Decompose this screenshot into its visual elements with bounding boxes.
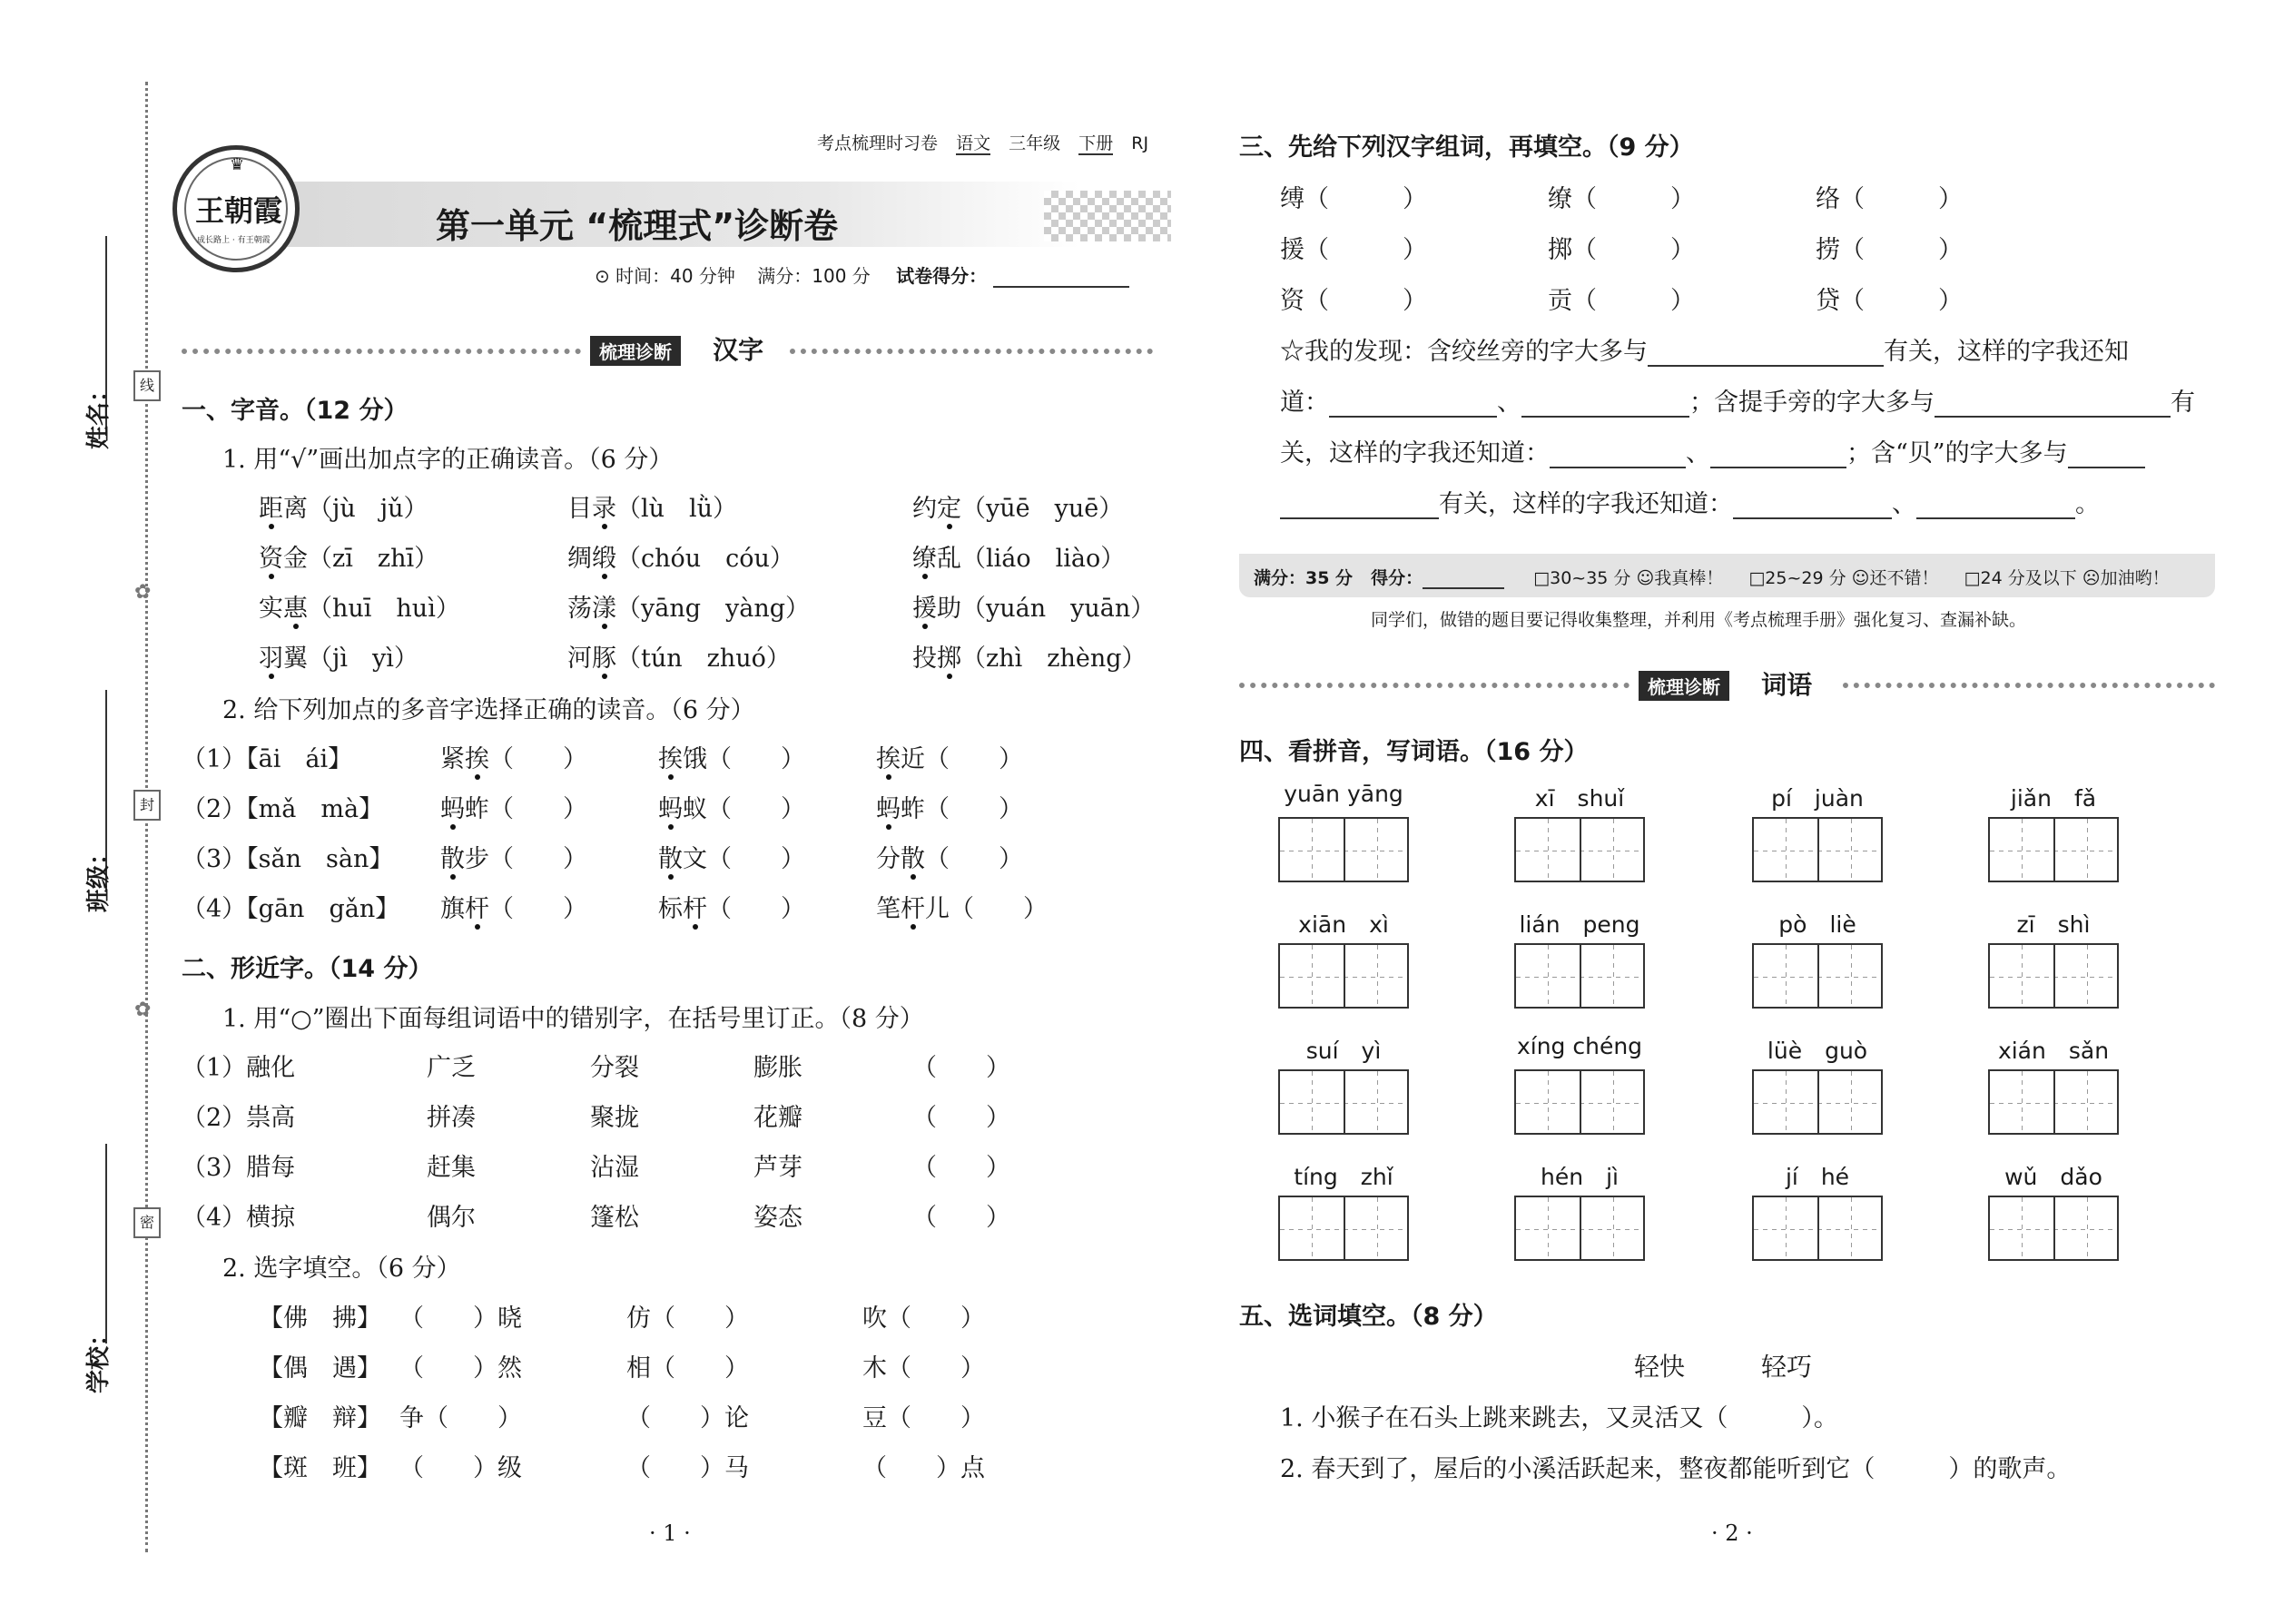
typo-word: 赶集	[427, 1154, 476, 1182]
pinyin-label: xiān xì	[1298, 911, 1389, 938]
q3-blank[interactable]	[1916, 517, 2075, 519]
item-dotted-char: 缎	[592, 538, 616, 574]
section-tag: 梳理诊断	[590, 336, 681, 366]
page-number-1: · 1 ·	[649, 1521, 691, 1546]
item-dotted-char: 资	[259, 538, 283, 574]
score-bar-content	[1254, 565, 2170, 589]
item-dotted-char: 录	[592, 488, 616, 524]
item-prefix: 河	[567, 645, 592, 673]
section-title: 汉字	[713, 335, 764, 365]
tianzige-box[interactable]	[1988, 943, 2119, 1009]
q3-text: 有关，这样的字我还知道：	[1439, 490, 1733, 518]
fill-blank[interactable]: （ ）晓	[399, 1304, 522, 1333]
series-name: 考点梳理时习卷	[817, 133, 939, 153]
item-suffix: 饿（ ）	[683, 745, 805, 773]
fill-blank[interactable]: （ ）然	[399, 1354, 522, 1383]
item-dotted-char: 缭	[912, 538, 937, 574]
q3-text: ；含提手旁的字大多与	[1689, 389, 1935, 417]
tianzige-box[interactable]	[1514, 1069, 1645, 1135]
item-prefix: 荡	[567, 595, 592, 623]
q3-blank[interactable]	[2068, 467, 2145, 468]
typo-word: 篷松	[590, 1204, 639, 1232]
reading-item	[567, 588, 810, 624]
word-blank[interactable]: 缭（ ）	[1548, 185, 1695, 213]
word-blank[interactable]: 资（ ）	[1280, 287, 1427, 315]
item-suffix: （yūē yuē）	[961, 495, 1124, 523]
volume: 下册	[1078, 133, 1114, 153]
scorebar-opt3-text: 加油哟！	[2100, 568, 2170, 588]
tianzige-box[interactable]	[1278, 1196, 1409, 1261]
item-prefix: 实	[259, 595, 283, 623]
score-bar	[1239, 554, 2215, 597]
item-dotted-char: 定	[937, 488, 961, 524]
reading-item	[259, 488, 428, 524]
pinyin-label: lüè guò	[1767, 1038, 1868, 1064]
typo-word: 拼凑	[427, 1104, 476, 1132]
typo-word: 沾湿	[590, 1154, 639, 1182]
fill-blank[interactable]: 豆（ ）	[862, 1404, 985, 1432]
q5-title: 五、选词填空。（8 分）	[1239, 1303, 1498, 1331]
word-blank[interactable]: 贡（ ）	[1548, 287, 1695, 315]
polyphone-label: （4）【gān gǎn】	[182, 895, 400, 923]
item-prefix: 投	[912, 645, 937, 673]
correction-blank[interactable]: （ ）	[912, 1104, 1010, 1132]
grade: 三年级	[1009, 133, 1061, 153]
reading-item	[912, 638, 1147, 674]
pinyin-label: xíng chéng	[1516, 1033, 1643, 1059]
tianzige-box[interactable]	[1514, 943, 1645, 1009]
neutral-face-icon: ☺	[1851, 568, 1870, 588]
tianzige-box[interactable]	[1988, 1069, 2119, 1135]
item-prefix: 分	[876, 845, 901, 873]
polyphone-item	[876, 839, 1023, 874]
seal-char-xian: 线	[133, 370, 161, 401]
scorebar-got: 得分：	[1371, 568, 1423, 588]
item-dotted-char: 挨	[465, 739, 489, 774]
item-suffix: （huī huì）	[308, 595, 460, 623]
correction-blank[interactable]: （ ）	[912, 1204, 1010, 1232]
q3-text: 关，这样的字我还知道：	[1280, 439, 1550, 468]
correction-blank[interactable]: （ ）	[912, 1154, 1010, 1182]
item-dotted-char: 散	[440, 839, 465, 874]
item-dotted-char: 掷	[937, 638, 961, 674]
pinyin-label: hén jì	[1541, 1164, 1619, 1190]
tianzige-box[interactable]	[1752, 1196, 1883, 1261]
fill-blank[interactable]: （ ）论	[626, 1404, 749, 1432]
typo-word: 广乏	[427, 1054, 476, 1082]
item-prefix: 紧	[440, 745, 465, 773]
pinyin-label: wǔ dǎo	[2004, 1164, 2102, 1190]
section-ciyu	[1639, 665, 1812, 702]
item-suffix: 乱（liáo liào）	[937, 545, 1126, 573]
q3-blank[interactable]	[1648, 365, 1884, 367]
fill-blank[interactable]: （ ）马	[626, 1454, 749, 1482]
q3-blank[interactable]	[1710, 467, 1846, 468]
q3-text: 、	[1497, 389, 1521, 417]
fill-blank[interactable]: 吹（ ）	[862, 1304, 985, 1333]
item-dotted-char: 蚂	[440, 789, 465, 824]
pinyin-label: pò liè	[1778, 911, 1856, 938]
item-suffix: （ ）	[707, 895, 805, 923]
logo-badge	[172, 145, 300, 272]
item-suffix: 助（yuán yuān）	[937, 595, 1156, 623]
typo-word: （4）横掠	[182, 1204, 296, 1232]
time-limit: ⊙ 时间：40 分钟	[595, 265, 735, 287]
item-suffix: （yāng yàng）	[616, 595, 811, 623]
subject: 语文	[956, 133, 991, 153]
pinyin-label: yuān yāng	[1284, 781, 1403, 807]
section-rule	[790, 349, 1153, 354]
fill-blank[interactable]: （ ）级	[399, 1454, 522, 1482]
item-dotted-char: 蚂	[658, 789, 683, 824]
page-title: 第一单元 “梳理式”诊断卷	[436, 206, 839, 246]
item-prefix: 旗	[440, 895, 465, 923]
item-suffix: （lù lǜ）	[616, 495, 738, 523]
q3-text: 有	[2171, 389, 2195, 417]
q1-title: 一、字音。（12 分）	[182, 397, 409, 425]
seal-ornament-icon: ✿	[134, 999, 152, 1021]
reading-item	[259, 588, 460, 624]
fill-blank[interactable]: 木（ ）	[862, 1354, 985, 1383]
section-title: 词语	[1761, 670, 1813, 700]
item-suffix: 蚁（ ）	[683, 795, 805, 823]
q3-title: 三、先给下列汉字组词，再填空。（9 分）	[1239, 133, 1694, 162]
correction-blank[interactable]: （ ）	[912, 1054, 1010, 1082]
school-label: 学校：	[85, 1322, 113, 1393]
typo-word: 聚拢	[590, 1104, 639, 1132]
item-suffix: 蚱（ ）	[465, 795, 587, 823]
char-choice: 【斑 班】	[259, 1454, 381, 1482]
cheer-face-icon: ☹	[2082, 568, 2101, 588]
q3-blank[interactable]	[1521, 416, 1689, 418]
pinyin-label: xián sǎn	[1997, 1038, 2110, 1064]
page-number-2: · 2 ·	[1711, 1521, 1753, 1546]
pinyin-label: xī shuǐ	[1534, 785, 1625, 812]
scorebar-opt1[interactable]: □30~35 分	[1533, 568, 1631, 588]
item-prefix: 约	[912, 495, 937, 523]
crown-icon: ♛	[230, 155, 245, 174]
q3-blank[interactable]	[1733, 517, 1892, 519]
scorebar-full: 满分：35 分	[1254, 568, 1354, 588]
smile-icon: ☺	[1636, 568, 1655, 588]
fill-blank[interactable]: 仿（ ）	[626, 1304, 749, 1333]
reading-item	[567, 488, 737, 524]
polyphone-item	[440, 839, 587, 874]
char-choice: 【佛 拂】	[259, 1304, 381, 1333]
fill-blank[interactable]: （ ）点	[862, 1454, 985, 1482]
item-suffix: （ ）	[489, 745, 587, 773]
item-prefix: 目	[567, 495, 592, 523]
tianzige-box[interactable]	[1752, 817, 1883, 882]
q5-sentence-2: 2. 春天到了，屋后的小溪活跃起来，整夜都能听到它（ ）的歌声。	[1280, 1455, 2072, 1483]
seal-char-feng: 封	[133, 790, 161, 821]
q3-discovery-line2	[1280, 382, 2195, 418]
pinyin-label: tíng zhǐ	[1294, 1164, 1393, 1190]
item-suffix: （ ）	[925, 845, 1023, 873]
item-prefix: 绸	[567, 545, 592, 573]
item-suffix: （ ）	[489, 895, 587, 923]
word-blank[interactable]: 援（ ）	[1280, 236, 1427, 264]
polyphone-item	[876, 889, 1048, 924]
polyphone-item	[440, 739, 587, 774]
item-dotted-char: 散	[901, 839, 925, 874]
scorebar-opt3[interactable]: □24 分及以下	[1964, 568, 2077, 588]
exam-info	[595, 261, 1129, 288]
item-dotted-char: 杆	[901, 889, 925, 924]
polyphone-label: （2）【mǎ mà】	[182, 795, 384, 823]
typo-word: （1）融化	[182, 1054, 296, 1082]
item-dotted-char: 惠	[283, 588, 308, 624]
reading-item	[567, 638, 791, 674]
polyphone-item	[876, 789, 1023, 824]
item-dotted-char: 援	[912, 588, 937, 624]
edition: RJ	[1131, 133, 1149, 153]
section-hanzi	[590, 330, 763, 367]
char-choice: 【瓣 辩】	[259, 1404, 381, 1432]
tianzige-box[interactable]	[1514, 1196, 1645, 1261]
score-label: 试卷得分：	[896, 265, 988, 287]
tianzige-box[interactable]	[1752, 943, 1883, 1009]
char-choice: 【偶 遇】	[259, 1354, 381, 1383]
q3-text: ☆我的发现：含绞丝旁的字大多与	[1280, 338, 1648, 366]
item-dotted-char: 漾	[592, 588, 616, 624]
reading-item	[259, 638, 418, 674]
q3-blank[interactable]	[1550, 467, 1686, 468]
polyphone-item	[658, 839, 805, 874]
pinyin-label: jí hé	[1785, 1164, 1850, 1190]
word-blank[interactable]: 贷（ ）	[1816, 287, 1963, 315]
pinyin-label: lián peng	[1519, 911, 1640, 938]
q3-text: 有关，这样的字我还知	[1884, 338, 2129, 366]
q3-text: 道：	[1280, 389, 1329, 417]
item-dotted-char: 挨	[658, 739, 683, 774]
scorebar-opt1-text: 我真棒！	[1654, 568, 1724, 588]
item-suffix: （chóu cóu）	[616, 545, 794, 573]
item-suffix: （tún zhuó）	[616, 645, 791, 673]
q1-sub2: 2. 给下列加点的多音字选择正确的读音。（6 分）	[222, 696, 755, 724]
scorebar-opt2[interactable]: □25~29 分	[1748, 568, 1846, 588]
typo-word: 膨胀	[753, 1054, 802, 1082]
tianzige-box[interactable]	[1988, 1196, 2119, 1261]
item-suffix: 蚱（ ）	[901, 795, 1023, 823]
school-blank[interactable]	[105, 1144, 107, 1343]
review-note: 同学们，做错的题目要记得收集整理，并利用《考点梳理手册》强化复习、查漏补缺。	[1371, 610, 2027, 630]
q5-word-choices: 轻快 轻巧	[1634, 1352, 1813, 1382]
reading-item	[259, 538, 438, 574]
q3-discovery-line4	[1280, 484, 2100, 519]
full-score: 满分：100 分	[757, 265, 871, 287]
typo-word: 分裂	[590, 1054, 639, 1082]
section-tag: 梳理诊断	[1639, 671, 1729, 701]
q3-text: 、	[1892, 490, 1916, 518]
typo-word: 芦芽	[753, 1154, 802, 1182]
item-suffix: 离（jù jǔ）	[283, 495, 428, 523]
item-dotted-char: 杆	[683, 889, 707, 924]
q3-text: 、	[1686, 439, 1710, 468]
polyphone-item	[658, 739, 805, 774]
q3-blank[interactable]	[1935, 416, 2171, 418]
word-blank[interactable]: 缚（ ）	[1280, 185, 1427, 213]
typo-word: 姿态	[753, 1204, 802, 1232]
logo-subtitle: 成长路上 · 有王朝霞	[197, 236, 271, 245]
item-dotted-char: 杆	[465, 889, 489, 924]
item-prefix: 标	[658, 895, 683, 923]
q3-discovery-line1	[1280, 331, 2129, 367]
section-rule	[182, 349, 581, 354]
word-blank[interactable]: 掷（ ）	[1548, 236, 1695, 264]
typo-word: 偶尔	[427, 1204, 476, 1232]
q2-sub1: 1. 用“○”圈出下面每组词语中的错别字，在括号里订正。（8 分）	[222, 1005, 924, 1033]
item-dotted-char: 蚂	[876, 789, 901, 824]
pinyin-label: zī shì	[2016, 911, 2091, 938]
section-rule	[1239, 683, 1629, 688]
tianzige-box[interactable]	[1278, 1069, 1409, 1135]
pinyin-label: pí juàn	[1771, 785, 1864, 812]
polyphone-label: （3）【sǎn sàn】	[182, 845, 394, 873]
polyphone-item	[658, 789, 805, 824]
reading-item	[912, 488, 1123, 524]
tianzige-box[interactable]	[1752, 1069, 1883, 1135]
item-suffix: （zhì zhèng）	[961, 645, 1147, 673]
q3-text: 。	[2075, 490, 2100, 518]
q3-text: ；含“贝”的字大多与	[1846, 439, 2068, 468]
pinyin-label: jiǎn fǎ	[2010, 785, 2097, 812]
section-rule	[1843, 683, 2215, 688]
item-suffix: 儿（ ）	[925, 895, 1048, 923]
tianzige-box[interactable]	[1988, 817, 2119, 882]
item-dotted-char: 散	[658, 839, 683, 874]
polyphone-label: （1）【āi ái】	[182, 745, 353, 773]
name-label: 姓名：	[85, 378, 113, 449]
q3-discovery-line3	[1280, 433, 2145, 468]
fill-blank[interactable]: 争（ ）	[399, 1404, 522, 1432]
word-blank[interactable]: 络（ ）	[1816, 185, 1963, 213]
pinyin-label: suí yì	[1305, 1038, 1382, 1064]
header-meta	[817, 130, 1148, 154]
item-suffix: 近（ ）	[901, 745, 1023, 773]
typo-word: 花瓣	[753, 1104, 802, 1132]
q4-title: 四、看拼音，写词语。（16 分）	[1239, 738, 1589, 766]
scorebar-blank[interactable]	[1423, 587, 1504, 589]
q2-sub2: 2. 选字填空。（6 分）	[222, 1255, 461, 1283]
polyphone-item	[876, 739, 1023, 774]
score-blank[interactable]	[993, 286, 1129, 288]
polyphone-item	[658, 889, 805, 924]
tianzige-box[interactable]	[1278, 943, 1409, 1009]
item-dotted-char: 距	[259, 488, 283, 524]
q1-sub1: 1. 用“√”画出加点字的正确读音。（6 分）	[222, 446, 674, 474]
reading-item	[912, 588, 1155, 624]
reading-item	[567, 538, 794, 574]
seal-char-mi: 密	[133, 1207, 161, 1238]
typo-word: （3）腊每	[182, 1154, 296, 1182]
logo-text: 王朝霞	[195, 193, 283, 228]
item-suffix: 文（ ）	[683, 845, 805, 873]
q3-blank[interactable]	[1329, 416, 1497, 418]
item-dotted-char: 豚	[592, 638, 616, 674]
typo-word: （2）祟高	[182, 1104, 296, 1132]
scorebar-opt2-text: 还不错！	[1869, 568, 1939, 588]
item-dotted-char: 挨	[876, 739, 901, 774]
class-label: 班级：	[85, 841, 113, 912]
tianzige-box[interactable]	[1514, 817, 1645, 882]
word-blank[interactable]: 捞（ ）	[1816, 236, 1963, 264]
item-dotted-char: 羽	[259, 638, 283, 674]
reading-item	[912, 538, 1125, 574]
item-suffix: 翼（jì yì）	[283, 645, 418, 673]
seal-ornament-icon: ✿	[134, 581, 152, 604]
fill-blank[interactable]: 相（ ）	[626, 1354, 749, 1383]
item-suffix: 步（ ）	[465, 845, 587, 873]
q3-blank[interactable]	[1280, 517, 1439, 519]
polyphone-item	[440, 889, 587, 924]
tianzige-box[interactable]	[1278, 817, 1409, 882]
item-prefix: 笔	[876, 895, 901, 923]
item-suffix: 金（zī zhī）	[283, 545, 439, 573]
q2-title: 二、形近字。（14 分）	[182, 955, 433, 983]
polyphone-item	[440, 789, 587, 824]
banner-checker-decoration	[1044, 191, 1171, 241]
q5-sentence-1: 1. 小猴子在石头上跳来跳去，又灵活又（ ）。	[1280, 1404, 1838, 1432]
